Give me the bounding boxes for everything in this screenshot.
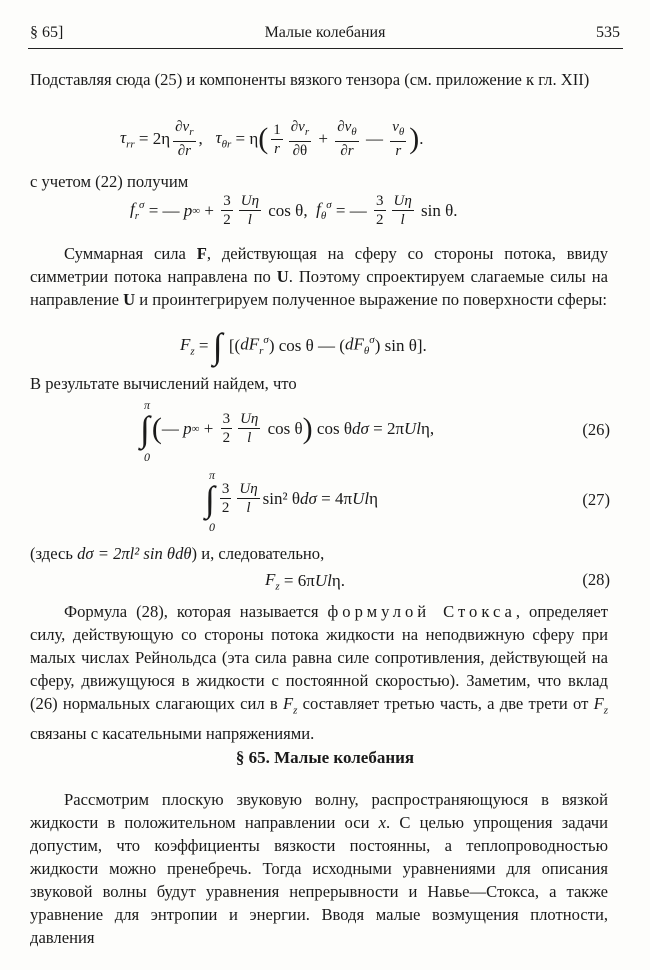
- paragraph-stokes-formula: Формула (28), которая называется формулой Стокса, определяет силу, действующую со стороны потока жидкости на неподвижную сферу при малых числах Рейнольдса (эта сила равна силе сопротивления, действующей на сферу, движущуюся в жидкости с постоянной скоростью). Заметим, что вклад (26) нормальных слагающих сил в $F_z$ составляет третью часть, а две трети от $F_z$ связаны с касательными напряжениями.: [30, 602, 608, 744]
- header-rule: [28, 48, 623, 49]
- header-title: Малые колебания: [264, 24, 386, 41]
- section-heading: § 65. Малые колебания: [235, 748, 415, 767]
- equation-number-26: (26): [582, 420, 610, 439]
- header-section: § 65]: [30, 24, 64, 41]
- equation-number-27: (27): [582, 490, 610, 509]
- equation-27: π ∫ 0 $\frac{3}{2}$ $\frac{U\eta}{l}$ sin² θ dσ = 4π Ul η: [205, 467, 378, 534]
- paragraph-with-regard: с учетом (22) получим: [30, 172, 189, 191]
- equation-28: $F_z$ = 6π Ul η.: [265, 570, 345, 593]
- paragraph-intro: Подставляя сюда (25) и компоненты вязкого тензора (см. приложение к гл. XII): [30, 70, 590, 89]
- paragraph-result: В результате вычислений найдем, что: [30, 374, 297, 393]
- equation-fz-integral: $F_z$ = ∫ [( $dF_r^\sigma$ ) cos θ — ( $dF_\theta^\sigma$ ) sin θ].: [180, 326, 427, 366]
- paragraph-here: (здесь dσ = 2πl² sin θdθ) и, следовательно,: [30, 544, 325, 563]
- equation-number-28: (28): [582, 570, 610, 589]
- equation-viscous-tensor: $\tau_{rr}$ = 2η $\frac{\partial v_r}{\partial r}$ , $\tau_{\theta r}$ = η ( $\frac{1}{r}$ $\frac{\partial v_r}{\partial\theta}$ + $\frac{\partial v_\theta}{\partial r}$ — $\frac{v_\theta}{r}$ ) .: [120, 119, 424, 159]
- equation-f-components: $f_r^\sigma$ = — p ∞ + $\frac{3}{2}$ $\frac{U\eta}{l}$ cos θ, $f_\theta^\sigma$ = — $\frac{3}{2}$ $\frac{U\eta}{l}$ sin θ.: [130, 193, 458, 228]
- paragraph-sound-wave: Рассмотрим плоскую звуковую волну, распространяющуюся в вязкой жидкости в положительном направлении оси x. С целью упрощения задачи допустим, что коэффициенты вязкости постоянны, а теплопроводностью жидкости можно пренебречь. Тогда исходными уравнениями для описания звуковой волны будут уравнения непрерывности и Навье—Стокса, а также уравнение для энтропии и энергии. Вводя малые возмущения плотности, давления: [30, 790, 609, 947]
- paragraph-total-force: Суммарная сила F, действующая на сферу со стороны потока, ввиду симметрии потока направлена по U. Поэтому спроектируем слагаемые силы на направление U и проинтегрируем полученное выражение по поверхности сферы:: [30, 244, 608, 309]
- page-number: 535: [596, 24, 620, 41]
- equation-26: π ∫ 0 ( — p ∞ + $\frac{3}{2}$ $\frac{U\eta}{l}$ cos θ ) cos θ dσ = 2π Ul η,: [140, 397, 435, 464]
